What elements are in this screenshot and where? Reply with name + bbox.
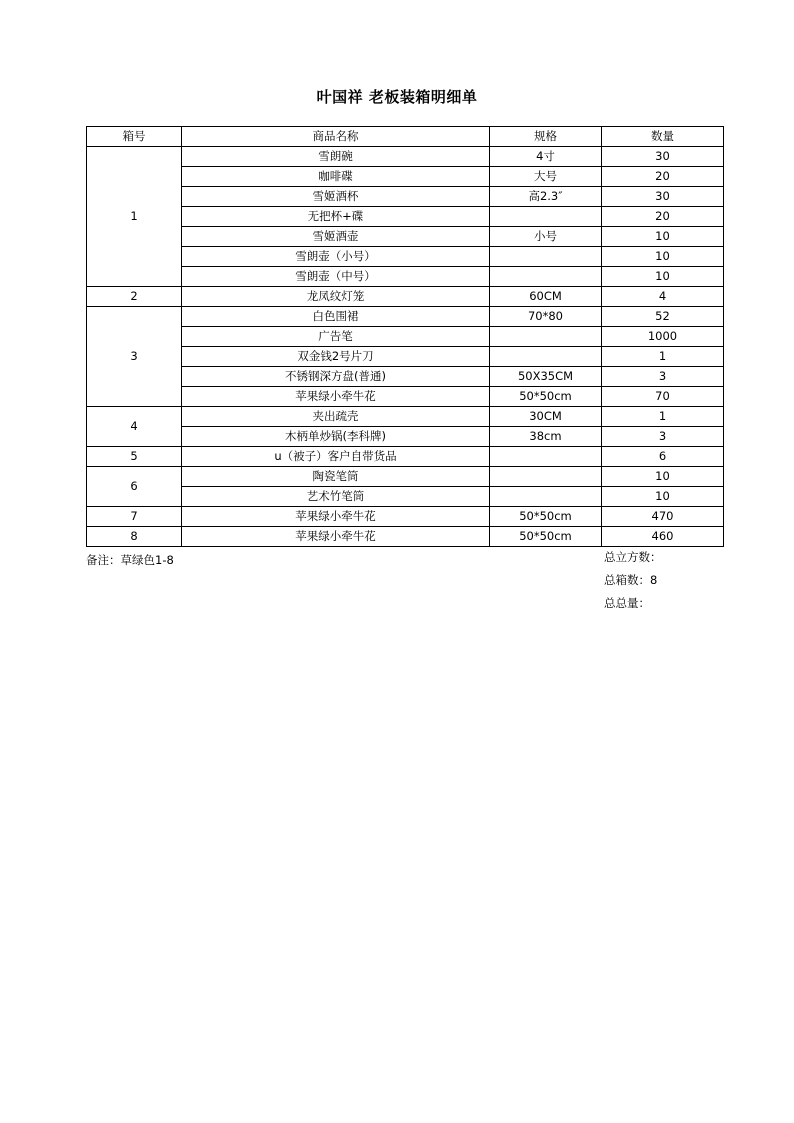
- total-boxes-label: 总箱数：8: [604, 573, 658, 587]
- box-number-cell: 7: [87, 507, 182, 527]
- spec-cell: [490, 447, 602, 467]
- quantity-cell: 1: [602, 347, 724, 367]
- spec-cell: [490, 347, 602, 367]
- product-name-cell: 雪朗壶（中号）: [182, 267, 490, 287]
- packing-list-table: [86, 126, 724, 547]
- table-row: [87, 467, 724, 487]
- quantity-cell: 10: [602, 227, 724, 247]
- header-product-name: 商品名称: [182, 127, 490, 147]
- spec-cell: [490, 327, 602, 347]
- table-row: [87, 147, 724, 167]
- box-number-cell: 8: [87, 527, 182, 547]
- spec-cell: 高2.3″: [490, 187, 602, 207]
- spec-cell: [490, 467, 602, 487]
- product-name-cell: 白色围裙: [182, 307, 490, 327]
- spec-cell: [490, 267, 602, 287]
- product-name-cell: 无把杯+碟: [182, 207, 490, 227]
- table-row: [87, 307, 724, 327]
- quantity-cell: 10: [602, 267, 724, 287]
- table-row: [87, 247, 724, 267]
- spec-cell: 大号: [490, 167, 602, 187]
- box-number-cell: 1: [87, 147, 182, 287]
- spec-cell: [490, 207, 602, 227]
- spec-cell: 50*50cm: [490, 527, 602, 547]
- spec-cell: 60CM: [490, 287, 602, 307]
- quantity-cell: 10: [602, 487, 724, 507]
- quantity-cell: 30: [602, 147, 724, 167]
- remark-note: 备注：草绿色1-8: [86, 553, 174, 567]
- product-name-cell: 不锈钢深方盘(普通): [182, 367, 490, 387]
- total-weight-label: 总总量：: [604, 596, 650, 610]
- product-name-cell: 广告笔: [182, 327, 490, 347]
- product-name-cell: u（被子）客户自带货品: [182, 447, 490, 467]
- table-row: [87, 167, 724, 187]
- spec-cell: 30CM: [490, 407, 602, 427]
- quantity-cell: 70: [602, 387, 724, 407]
- spec-cell: 50X35CM: [490, 367, 602, 387]
- product-name-cell: 雪姬酒杯: [182, 187, 490, 207]
- quantity-cell: 6: [602, 447, 724, 467]
- quantity-cell: 460: [602, 527, 724, 547]
- product-name-cell: 双金钱2号片刀: [182, 347, 490, 367]
- table-row: [87, 227, 724, 247]
- summary-block: [604, 549, 662, 618]
- table-row: [87, 347, 724, 367]
- total-volume-label: 总立方数：: [604, 550, 662, 564]
- spec-cell: [490, 487, 602, 507]
- table-row: [87, 527, 724, 547]
- table-header-row: [87, 127, 724, 147]
- table-row: [87, 187, 724, 207]
- spec-cell: 38cm: [490, 427, 602, 447]
- spec-cell: [490, 247, 602, 267]
- quantity-cell: 1: [602, 407, 724, 427]
- table-row: [87, 287, 724, 307]
- quantity-cell: 20: [602, 207, 724, 227]
- product-name-cell: 夹出疏壳: [182, 407, 490, 427]
- quantity-cell: 470: [602, 507, 724, 527]
- box-number-cell: 2: [87, 287, 182, 307]
- table-row: [87, 427, 724, 447]
- product-name-cell: 苹果绿小牵牛花: [182, 387, 490, 407]
- header-box-number: 箱号: [87, 127, 182, 147]
- spec-cell: 70*80: [490, 307, 602, 327]
- spec-cell: 50*50cm: [490, 387, 602, 407]
- header-quantity: 数量: [602, 127, 724, 147]
- product-name-cell: 苹果绿小牵牛花: [182, 507, 490, 527]
- table-body: [87, 147, 724, 547]
- quantity-cell: 3: [602, 367, 724, 387]
- table-row: [87, 267, 724, 287]
- spec-cell: 50*50cm: [490, 507, 602, 527]
- product-name-cell: 木柄单炒锅(李科牌): [182, 427, 490, 447]
- quantity-cell: 52: [602, 307, 724, 327]
- product-name-cell: 雪朗壶（小号）: [182, 247, 490, 267]
- box-number-cell: 6: [87, 467, 182, 507]
- product-name-cell: 苹果绿小牵牛花: [182, 527, 490, 547]
- quantity-cell: 3: [602, 427, 724, 447]
- box-number-cell: 3: [87, 307, 182, 407]
- quantity-cell: 4: [602, 287, 724, 307]
- table-row: [87, 327, 724, 347]
- quantity-cell: 10: [602, 467, 724, 487]
- table-row: [87, 387, 724, 407]
- table-row: [87, 447, 724, 467]
- quantity-cell: 1000: [602, 327, 724, 347]
- product-name-cell: 陶瓷笔筒: [182, 467, 490, 487]
- product-name-cell: 雪姬酒壶: [182, 227, 490, 247]
- product-name-cell: 龙凤纹灯笼: [182, 287, 490, 307]
- quantity-cell: 20: [602, 167, 724, 187]
- box-number-cell: 4: [87, 407, 182, 447]
- table-row: [87, 407, 724, 427]
- table-row: [87, 487, 724, 507]
- product-name-cell: 咖啡碟: [182, 167, 490, 187]
- product-name-cell: 艺术竹笔筒: [182, 487, 490, 507]
- table-row: [87, 507, 724, 527]
- box-number-cell: 5: [87, 447, 182, 467]
- quantity-cell: 10: [602, 247, 724, 267]
- product-name-cell: 雪朗碗: [182, 147, 490, 167]
- quantity-cell: 30: [602, 187, 724, 207]
- spec-cell: 4寸: [490, 147, 602, 167]
- spec-cell: 小号: [490, 227, 602, 247]
- table-row: [87, 367, 724, 387]
- table-row: [87, 207, 724, 227]
- header-spec: 规格: [490, 127, 602, 147]
- page-title: 叶国祥 老板装箱明细单: [316, 88, 478, 106]
